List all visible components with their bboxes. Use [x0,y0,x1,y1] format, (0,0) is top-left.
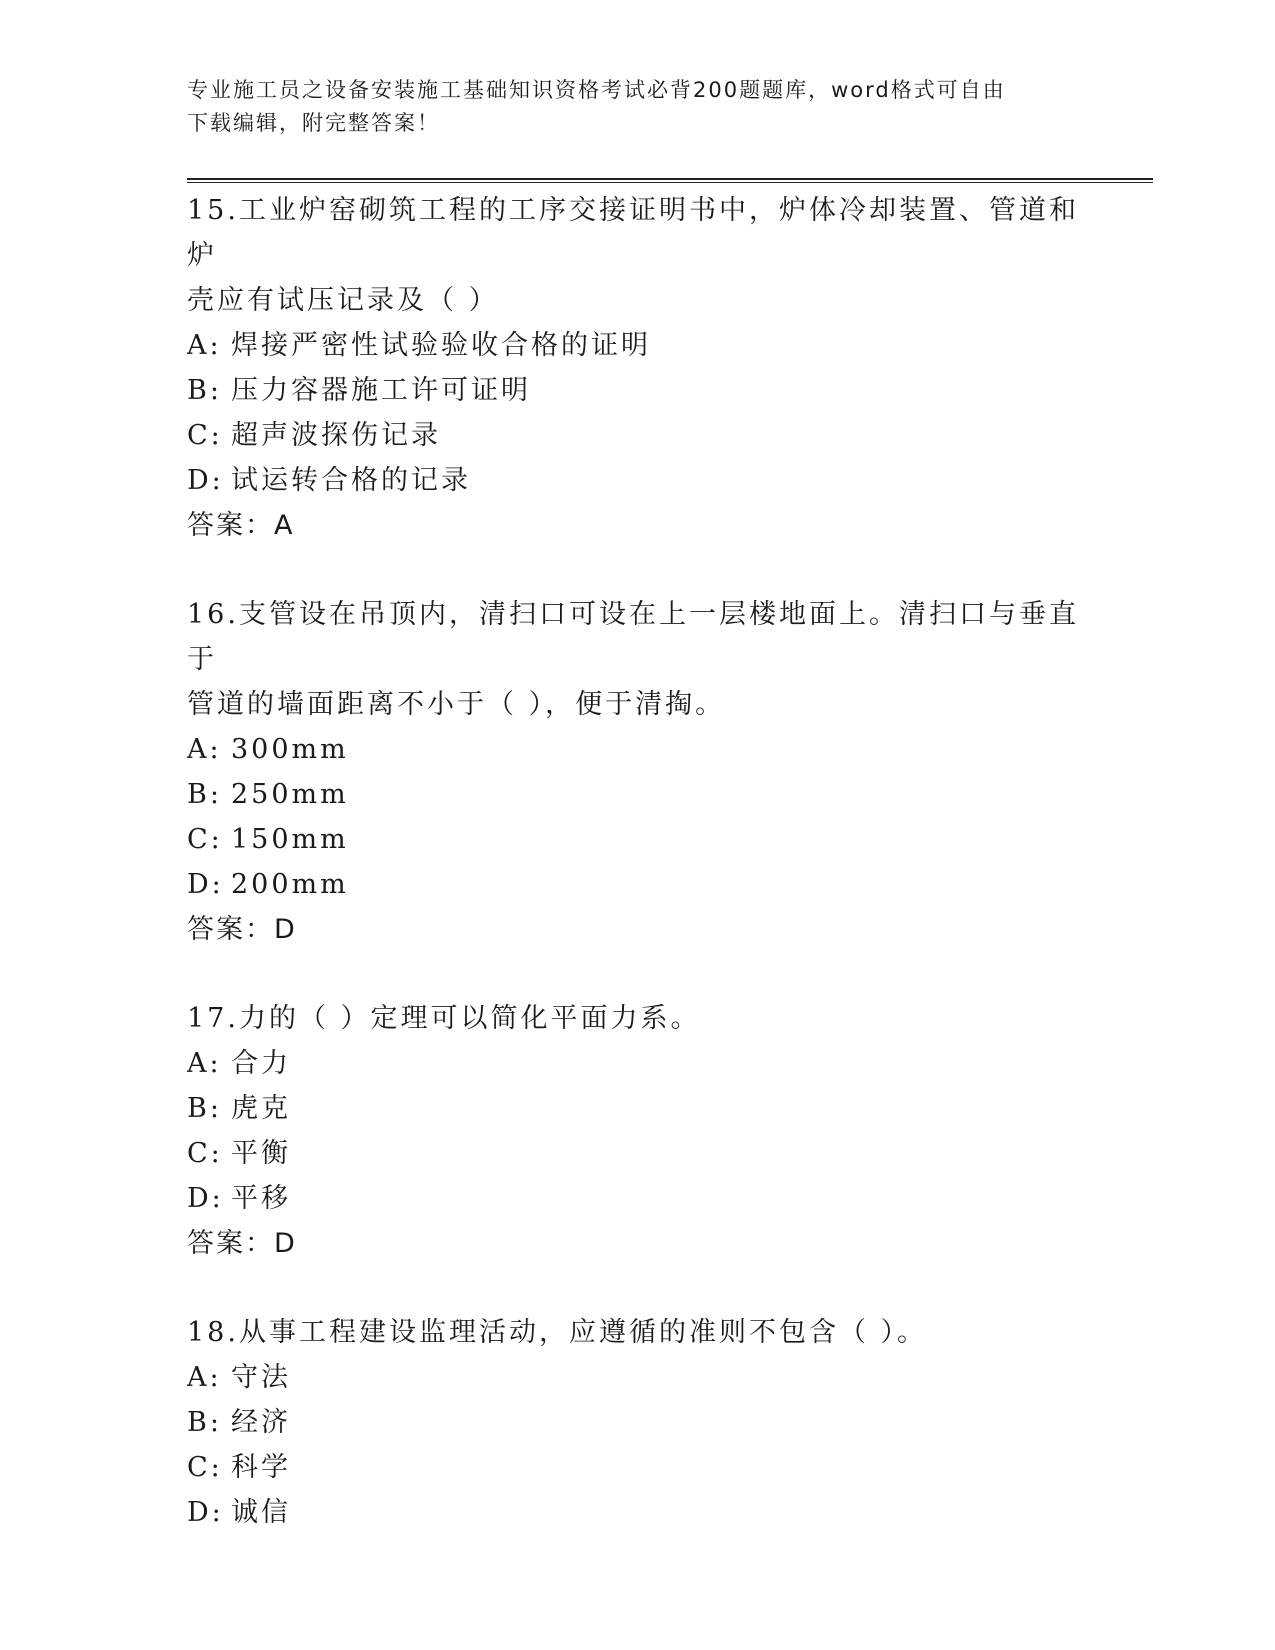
option-text: 诚信 [231,1497,291,1528]
question-list [187,188,1087,1579]
option-key: D: [187,1497,224,1528]
option-c [187,817,1087,862]
question-15 [187,188,1087,548]
header-line-2: 下载编辑，附完整答案！ [187,111,440,135]
option-d [187,458,1087,503]
option-b [187,1086,1087,1131]
header-divider [187,178,1153,183]
option-key: A: [187,734,222,765]
question-stem-line: 管道的墙面距离不小于（ ），便于清掏。 [187,689,726,720]
option-text: 合力 [231,1048,291,1079]
header-line-1: 专业施工员之设备安装施工基础知识资格考试必背200题题库，word格式可自由 [187,78,1006,102]
option-c [187,1445,1087,1490]
question-stem-line: 18.从事工程建设监理活动，应遵循的准则不包含（ ）。 [187,1317,928,1348]
option-key: B: [187,1093,222,1124]
option-text: 平移 [231,1183,291,1214]
question-stem-line: 17.力的（ ）定理可以简化平面力系。 [187,1003,701,1034]
option-key: A: [187,1048,222,1079]
option-text: 150mm [231,824,349,855]
option-d [187,1490,1087,1535]
answer-line: 答案：D [187,1228,297,1259]
option-c [187,413,1087,458]
option-b [187,368,1087,413]
option-key: D: [187,869,224,900]
option-key: D: [187,1183,224,1214]
option-d [187,862,1087,907]
option-key: B: [187,779,222,810]
option-text: 250mm [231,779,349,810]
question-17 [187,996,1087,1266]
option-key: C: [187,1452,223,1483]
option-key: B: [187,1407,222,1438]
answer-line: 答案：A [187,510,295,541]
option-key: A: [187,1362,222,1393]
option-a [187,323,1087,368]
option-text: 200mm [231,869,349,900]
option-text: 平衡 [231,1138,291,1169]
option-d [187,1176,1087,1221]
option-key: A: [187,330,222,361]
question-18 [187,1310,1087,1535]
option-a [187,727,1087,772]
document-header [187,74,1087,140]
option-key: B: [187,375,222,406]
option-a [187,1355,1087,1400]
option-b [187,772,1087,817]
option-text: 超声波探伤记录 [231,420,441,451]
question-stem-line: 15.工业炉窑砌筑工程的工序交接证明书中，炉体冷却装置、管道和炉 [187,195,1079,271]
question-stem-line: 16.支管设在吊顶内，清扫口可设在上一层楼地面上。清扫口与垂直于 [187,599,1079,675]
option-text: 守法 [231,1362,291,1393]
option-c [187,1131,1087,1176]
option-text: 科学 [231,1452,291,1483]
option-key: C: [187,824,223,855]
option-b [187,1400,1087,1445]
option-text: 试运转合格的记录 [231,465,471,496]
option-text: 经济 [231,1407,291,1438]
option-text: 虎克 [231,1093,291,1124]
option-text: 300mm [231,734,349,765]
answer-line: 答案：D [187,914,297,945]
option-text: 压力容器施工许可证明 [231,375,531,406]
question-stem-line: 壳应有试压记录及（ ） [187,285,499,316]
option-key: C: [187,420,223,451]
question-16 [187,592,1087,952]
option-key: C: [187,1138,223,1169]
option-a [187,1041,1087,1086]
option-key: D: [187,465,224,496]
option-text: 焊接严密性试验验收合格的证明 [231,330,651,361]
